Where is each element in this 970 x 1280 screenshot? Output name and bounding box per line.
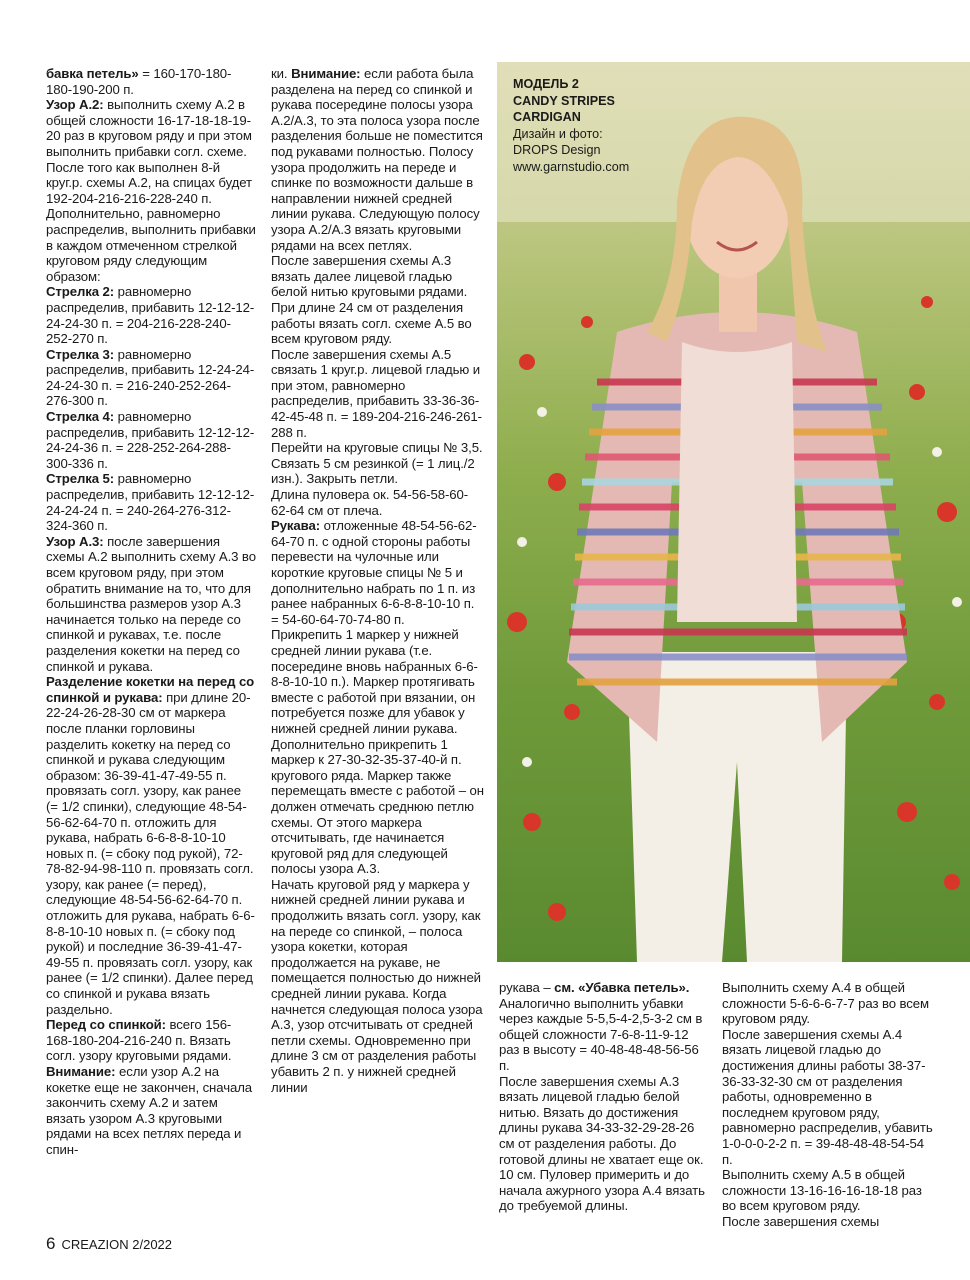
model-photo: [497, 62, 970, 962]
paragraph: Выполнить схему А.4 в общей сложности 5-6-6-6-7-7 раз во всем круговом ряду.: [722, 980, 929, 1027]
paragraph: После завершения схемы А.3 вязать далее лицевой гладью белой нитью круговыми рядами. При длине 24 см от разделения работы вязать согл. схеме А.5 во всем круговом ряду.: [271, 253, 472, 347]
paragraph: рукава – см. «Убавка петель». Аналогично выполнить убавки через каждые 5-5,5-4-2,5-3-2 см в общей сложности 7-6-8-11-9-12 раз в высоту = 40-48-48-48-56-56 п.: [499, 980, 703, 1073]
paragraph: Узор А.2: выполнить схему А.2 в общей сложности 16-17-18-18-19-20 раз в круговом ряду и при этом выполнить прибавки согл. схеме. После того как выполнен 8-й круг.р. схемы А.2, на спицах будет 192-204-216-216-228-240 п. Дополнительно, равномерно распределив, выполнить прибавки в каждом отмеченном стрелкой круговом ряду следующим образом:: [46, 97, 256, 284]
paragraph: Стрелка 4: равномерно распределив, прибавить 12-12-12-24-24-36 п. = 228-252-264-288-300-336 п.: [46, 409, 255, 471]
paragraph: Начать круговой ряд у маркера у нижней средней линии рукава и продолжить вязать согл. узору, как на переде со спинкой, – полоса узора кокетки, которая продолжается на рукаве, не помещается полностью до нижней средней линии рукава. Когда начнется следующая полоса узора А.3, узор отсчитывать от средней петли схемы. Одновременно при длине 3 см от разделения работы убавить 2 п. у нижней средней линии: [271, 876, 483, 1095]
paragraph: Перейти на круговые спицы № 3,5. Связать 5 см резинкой (= 1 лиц./2 изн.). Закрыть петли.: [271, 440, 483, 487]
model-label: МОДЕЛЬ 2: [513, 77, 579, 91]
model-name-line-2: CARDIGAN: [513, 110, 581, 124]
text-column-2: [271, 66, 485, 1095]
paragraph: Разделение кокетки на перед со спинкой и рукава: при длине 20-22-24-26-28-30 см от маркера после планки горловины разделить кокетку на перед со спинкой и рукава следующим образом: 36-39-41-47-49-55 п. провязать согл. узору, как ранее (= 1/2 спинки), следующие 48-54-56-62-64-70 п. отложить для рукава, набрать 6-6-8-8-10-10 новых п. (= сбоку под рукой), 72-78-82-94-98-110 п. провязать согл. узору, как ранее (= перед), следующие 48-54-56-62-64-70 п. отложить для рукава, набрать 6-6-8-8-10-10 новых п. (= сбоку под рукой) и последние 36-39-41-47-49-55 п. провязать согл. узору, как ранее (= 1/2 спинки). Далее перед со спинкой и рукава вязать раздельно.: [46, 674, 255, 1017]
paragraph: Выполнить схему А.5 в общей сложности 13-16-16-16-18-18 раз во всем круговом ряду.: [722, 1167, 922, 1214]
paragraph: После завершения схемы А.3 вязать лицевой гладью белой нитью. Вязать до достижения длины рукава 34-33-32-29-28-26 см от разделения работы. До готовой длины не хватает еще ок. 10 см. Пуловер примерить и до начала ажурного узора А.4 вязать до требуемой длины.: [499, 1073, 705, 1214]
paragraph: Прикрепить 1 маркер у нижней средней линии рукава (т.е. посередине вновь набранных 6-6-8-8-10-10 п.). Маркер протягивать вместе с работой при вязании, он потребуется позже для убавок у нижней средней линии рукава.: [271, 627, 478, 736]
paragraph: Стрелка 3: равномерно распределив, прибавить 12-24-24-24-24-30 п. = 216-240-252-264-276-300 п.: [46, 346, 255, 409]
paragraph: ки. Внимание: если работа была разделена на перед со спинкой и рукава посередине полосы узора А.2/А.3, то эта полоса узора после разделения больше не поместится под рукавами полностью. Полосу узора продолжить на переде и спинке по возможности дальше в направлении нижней средней линии рукава. Следующую полосу узора А.2/А.3 вязать круговыми рядами на всех петлях.: [271, 66, 483, 253]
text-column-4: [722, 980, 934, 1230]
website-url: www.garnstudio.com: [513, 159, 630, 174]
paragraph: Стрелка 5: равномерно распределив, прибавить 12-12-12-24-24-24 п. = 240-264-276-312-324-360 п.: [46, 471, 255, 534]
paragraph: Длина пуловера ок. 54-56-58-60-62-64 см от плеча.: [271, 487, 468, 518]
paragraph: После завершения схемы А.5 связать 1 круг.р. лицевой гладью и при этом, равномерно распределив, прибавить 33-36-36-42-45-48 п. = 189-204-216-246-261-288 п.: [271, 346, 482, 440]
paragraph: Дополнительно прикрепить 1 маркер к 27-30-32-35-37-40-й п. кругового ряда. Маркер также перемещать вместе с работой – он должен отмечать среднюю петлю схемы. От этого маркера отсчитывать, где начинается круговой ряд для следующей полосы узора А.3.: [271, 736, 484, 877]
page-footer: [46, 1234, 172, 1254]
paragraph: После завершения схемы: [722, 1213, 880, 1229]
paragraph: Узор А.3: после завершения схемы А.2 выполнить схему А.3 во всем круговом ряду, при этом обратить внимание на то, что для большинства размеров узор А.3 начинается только на переде со спинкой и рукавах, т.е. после разделения кокетки на перед со спинкой и рукава.: [46, 533, 256, 674]
magazine-issue: CREAZION 2/2022: [61, 1237, 173, 1252]
paragraph: Рукава: отложенные 48-54-56-62-64-70 п. с одной стороны работы перевести на чулочные или короткие круговые спицы № 5 и дополнительно набрать по 1 п. из ранее набранных 6-6-8-8-10-10 п. = 54-60-64-70-74-80 п.: [271, 518, 477, 627]
text-column-3: [499, 980, 711, 1214]
paragraph: Перед со спинкой: всего 156-168-180-204-216-240 п. Вязать согл. узору круговыми рядами. Внимание: если узор А.2 на кокетке еще не закончен, сначала закончить схему А.2 и затем вязать узором А.3 круговыми рядами на всех петлях переда и спин-: [46, 1017, 253, 1157]
photo-illustration: [497, 62, 970, 962]
paragraph: Стрелка 2: равномерно распределив, прибавить 12-12-12-24-24-30 п. = 204-216-228-240-252-270 п.: [46, 284, 255, 347]
credit-label: Дизайн и фото:: [513, 126, 603, 141]
page-number: 6: [46, 1234, 56, 1253]
model-name-line-1: CANDY STRIPES: [513, 93, 615, 108]
brand-name: DROPS Design: [513, 143, 601, 157]
text-column-1: [46, 66, 256, 1158]
photo-caption: [513, 76, 629, 175]
paragraph: бавка петель» = 160-170-180-180-190-200 п.: [46, 66, 232, 97]
paragraph: После завершения схемы А.4 вязать лицевой гладью до достижения длины работы 38-37-36-33-32-30 см от разделения работы, одновременно в последнем круговом ряду, равномерно распределив, убавить 1-0-0-0-2-2 п. = 39-48-48-48-54-54 п.: [722, 1026, 933, 1167]
